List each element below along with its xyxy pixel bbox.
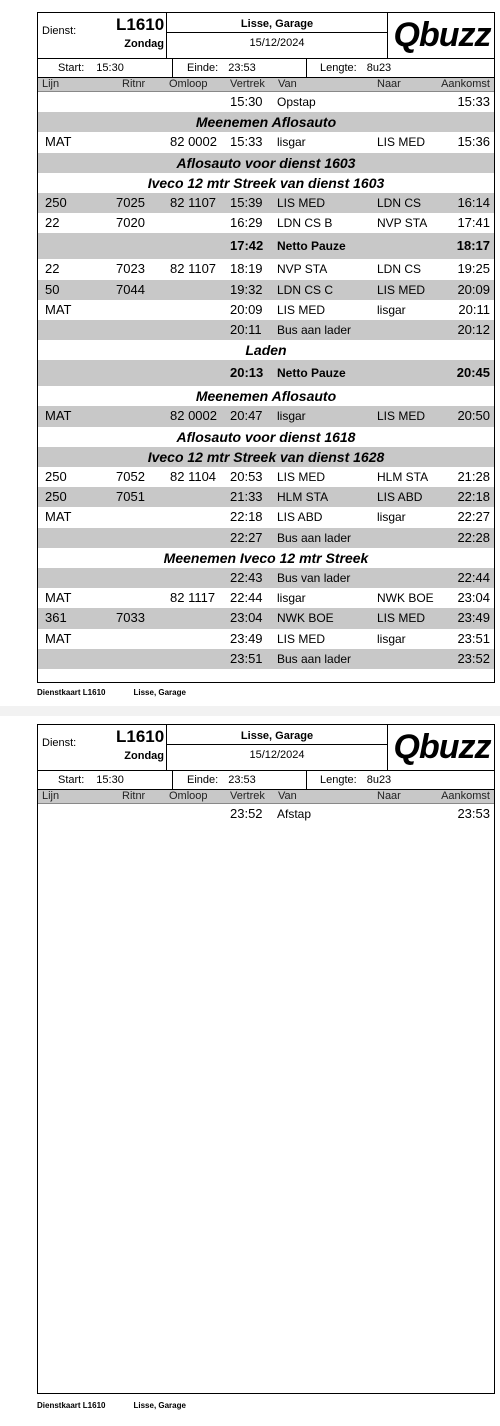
col-aankomst: Aankomst bbox=[441, 790, 490, 802]
col-vertrek: Vertrek bbox=[230, 78, 265, 90]
cell-van: Afstap bbox=[277, 807, 312, 821]
cell-vertrek: 19:32 bbox=[230, 281, 263, 297]
length: Lengte: 8u23 bbox=[320, 62, 392, 74]
cell-naar: NWK BOE bbox=[377, 591, 434, 606]
cell-aankomst: 21:28 bbox=[457, 469, 490, 484]
cell-van: lisgar bbox=[277, 135, 306, 150]
divider bbox=[306, 59, 307, 77]
divider bbox=[172, 59, 173, 77]
cell-lijn: 250 bbox=[45, 194, 67, 210]
cell-van: NVP STA bbox=[277, 262, 328, 277]
cell-aankomst: 22:27 bbox=[457, 509, 490, 525]
start-time: Start: 15:30 bbox=[58, 774, 124, 786]
section-heading-text: Meenemen Aflosauto bbox=[195, 114, 337, 131]
divider bbox=[172, 771, 173, 789]
date: 15/12/2024 bbox=[249, 37, 305, 49]
trip-row bbox=[38, 320, 494, 340]
column-headers bbox=[38, 78, 494, 92]
cell-aankomst: 22:44 bbox=[457, 569, 490, 585]
cell-naar: LDN CS bbox=[377, 195, 422, 210]
cell-aankomst: 15:36 bbox=[457, 134, 490, 150]
cell-naar: LIS MED bbox=[377, 282, 426, 297]
section-heading bbox=[38, 427, 494, 447]
cell-vertrek: 22:18 bbox=[230, 509, 263, 525]
pause-label: Netto Pauze bbox=[277, 239, 346, 254]
dienst-number: L1610 bbox=[116, 15, 165, 34]
dienst-label: Dienst: bbox=[42, 25, 77, 37]
end-time: Einde: 23:53 bbox=[187, 774, 256, 786]
section-heading-text: Iveco 12 mtr Streek van dienst 1628 bbox=[147, 448, 385, 465]
pause-label: Netto Pauze bbox=[277, 366, 346, 381]
cell-ritnr: 7052 bbox=[116, 469, 145, 484]
trip-row bbox=[38, 568, 494, 588]
cell-ritnr: 7023 bbox=[116, 261, 145, 277]
section-heading bbox=[38, 112, 494, 132]
trip-row bbox=[38, 629, 494, 649]
cell-ritnr: 7025 bbox=[116, 194, 145, 210]
cell-naar: LIS ABD bbox=[377, 490, 423, 505]
pause-row bbox=[38, 233, 494, 259]
cell-van: HLM STA bbox=[277, 490, 329, 505]
trip-row bbox=[38, 487, 494, 507]
col-naar: Naar bbox=[377, 78, 401, 90]
length: Lengte: 8u23 bbox=[320, 774, 392, 786]
cell-aankomst: 15:33 bbox=[457, 94, 490, 109]
cell-van: Bus aan lader bbox=[277, 322, 352, 337]
trip-row bbox=[38, 588, 494, 608]
qbuzz-logo: Qbuzz bbox=[393, 728, 491, 766]
times-bar bbox=[38, 771, 494, 790]
divider bbox=[306, 771, 307, 789]
cell-aankomst: 22:18 bbox=[457, 489, 490, 505]
cell-lijn: MAT bbox=[45, 630, 72, 646]
cell-vertrek: 20:47 bbox=[230, 408, 263, 424]
cell-lijn: MAT bbox=[45, 509, 72, 525]
times-bar bbox=[38, 59, 494, 78]
trip-row bbox=[38, 300, 494, 320]
dienst-number: L1610 bbox=[116, 727, 165, 746]
cell-vertrek: 22:27 bbox=[230, 529, 263, 545]
cell-vertrek: 16:29 bbox=[230, 215, 263, 231]
footer: Dienstkaart L1610 Lisse, Garage bbox=[37, 688, 186, 697]
cell-naar: LIS MED bbox=[377, 611, 426, 626]
trip-row bbox=[38, 92, 494, 112]
page-gap bbox=[0, 706, 500, 716]
trip-list bbox=[38, 804, 494, 824]
footer: Dienstkaart L1610 Lisse, Garage bbox=[37, 1401, 186, 1410]
cell-aankomst: 20:09 bbox=[457, 281, 490, 297]
pause-end: 18:17 bbox=[456, 238, 490, 254]
cell-van: LIS MED bbox=[277, 195, 326, 210]
service-card bbox=[37, 12, 495, 683]
cell-naar: HLM STA bbox=[377, 470, 429, 484]
cell-van: LDN CS C bbox=[277, 282, 334, 297]
cell-lijn: 250 bbox=[45, 469, 67, 484]
page-1 bbox=[0, 0, 500, 706]
cell-aankomst: 20:12 bbox=[457, 321, 490, 337]
end-time: Einde: 23:53 bbox=[187, 62, 256, 74]
cell-vertrek: 20:53 bbox=[230, 469, 263, 484]
service-card bbox=[37, 724, 495, 1394]
section-heading bbox=[38, 153, 494, 173]
cell-van: Bus aan lader bbox=[277, 530, 352, 545]
dienst-label: Dienst: bbox=[42, 737, 77, 749]
cell-ritnr: 7051 bbox=[116, 489, 145, 505]
col-omloop: Omloop bbox=[169, 78, 208, 90]
col-omloop: Omloop bbox=[169, 790, 208, 802]
section-heading-text: Meenemen Aflosauto bbox=[195, 388, 337, 405]
cell-vertrek: 15:39 bbox=[230, 194, 263, 210]
cell-aankomst: 23:52 bbox=[457, 650, 490, 666]
cell-naar: lisgar bbox=[377, 302, 406, 317]
location-date-box bbox=[166, 725, 388, 771]
trip-row bbox=[38, 259, 494, 279]
cell-vertrek: 20:11 bbox=[230, 321, 262, 337]
start-time: Start: 15:30 bbox=[58, 62, 124, 74]
cell-van: Bus van lader bbox=[277, 570, 351, 585]
card-header bbox=[38, 725, 494, 771]
cell-aankomst: 17:41 bbox=[457, 215, 490, 231]
cell-aankomst: 20:11 bbox=[458, 301, 490, 317]
cell-omloop: 82 0002 bbox=[170, 134, 217, 150]
cell-omloop: 82 1104 bbox=[170, 469, 217, 484]
cell-vertrek: 23:49 bbox=[230, 630, 263, 646]
col-ritnr: Ritnr bbox=[122, 78, 146, 90]
cell-omloop: 82 0002 bbox=[170, 408, 217, 424]
cell-aankomst: 16:14 bbox=[457, 194, 490, 210]
location: Lisse, Garage bbox=[167, 16, 387, 33]
cell-omloop: 82 1107 bbox=[170, 261, 217, 277]
cell-aankomst: 22:28 bbox=[457, 529, 490, 545]
trip-row bbox=[38, 507, 494, 527]
cell-naar: LIS MED bbox=[377, 409, 426, 424]
cell-aankomst: 23:04 bbox=[457, 590, 490, 606]
cell-aankomst: 20:50 bbox=[457, 408, 490, 424]
cell-lijn: 22 bbox=[45, 215, 60, 231]
cell-van: LIS MED bbox=[277, 631, 326, 646]
section-heading bbox=[38, 548, 494, 568]
col-van: Van bbox=[278, 790, 297, 802]
trip-row bbox=[38, 608, 494, 628]
col-lijn: Lijn bbox=[42, 790, 60, 802]
cell-aankomst: 23:51 bbox=[457, 630, 490, 646]
cell-van: LIS MED bbox=[277, 470, 326, 484]
col-lijn: Lijn bbox=[42, 78, 60, 90]
page-2 bbox=[0, 716, 500, 1426]
cell-vertrek: 18:19 bbox=[230, 261, 263, 277]
section-heading bbox=[38, 386, 494, 406]
cell-vertrek: 23:52 bbox=[230, 806, 263, 821]
cell-van: LIS MED bbox=[277, 302, 326, 317]
section-heading-text: Iveco 12 mtr Streek van dienst 1603 bbox=[147, 174, 385, 191]
pause-row bbox=[38, 360, 494, 386]
date: 15/12/2024 bbox=[249, 749, 305, 761]
pause-start: 17:42 bbox=[230, 238, 264, 254]
cell-van: lisgar bbox=[277, 409, 306, 424]
cell-van: lisgar bbox=[277, 591, 306, 606]
cell-lijn: MAT bbox=[45, 134, 72, 150]
cell-naar: lisgar bbox=[377, 631, 406, 646]
section-heading-text: Laden bbox=[245, 342, 287, 359]
cell-lijn: MAT bbox=[45, 590, 72, 606]
cell-van: NWK BOE bbox=[277, 611, 334, 626]
col-ritnr: Ritnr bbox=[122, 790, 146, 802]
cell-aankomst: 23:49 bbox=[457, 610, 490, 626]
card-header bbox=[38, 13, 494, 59]
location-date-box bbox=[166, 13, 388, 59]
pause-start: 20:13 bbox=[230, 365, 264, 381]
column-headers bbox=[38, 790, 494, 804]
col-naar: Naar bbox=[377, 790, 401, 802]
cell-lijn: 361 bbox=[45, 610, 67, 626]
cell-lijn: MAT bbox=[45, 408, 72, 424]
trip-row bbox=[38, 467, 494, 487]
pause-end: 20:45 bbox=[456, 365, 490, 381]
trip-list bbox=[38, 92, 494, 669]
cell-vertrek: 21:33 bbox=[230, 489, 263, 505]
cell-naar: lisgar bbox=[377, 510, 406, 525]
trip-row bbox=[38, 406, 494, 426]
section-heading bbox=[38, 340, 494, 360]
trip-row bbox=[38, 649, 494, 669]
section-heading-text: Meenemen Iveco 12 mtr Streek bbox=[163, 549, 369, 566]
cell-omloop: 82 1107 bbox=[170, 194, 217, 210]
cell-naar: NVP STA bbox=[377, 216, 428, 231]
cell-van: LDN CS B bbox=[277, 216, 333, 231]
section-heading bbox=[38, 173, 494, 193]
cell-vertrek: 23:04 bbox=[230, 610, 263, 626]
section-heading-text: Aflosauto voor dienst 1618 bbox=[176, 428, 356, 445]
cell-lijn: MAT bbox=[45, 301, 72, 317]
cell-aankomst: 19:25 bbox=[457, 261, 490, 277]
trip-row bbox=[38, 528, 494, 548]
col-vertrek: Vertrek bbox=[230, 790, 265, 802]
cell-aankomst: 23:53 bbox=[457, 806, 490, 821]
col-aankomst: Aankomst bbox=[441, 78, 490, 90]
cell-lijn: 22 bbox=[45, 261, 60, 277]
cell-vertrek: 15:30 bbox=[230, 94, 263, 109]
day-label: Zondag bbox=[124, 750, 164, 762]
trip-row bbox=[38, 213, 494, 233]
trip-row bbox=[38, 804, 494, 824]
section-heading-text: Aflosauto voor dienst 1603 bbox=[176, 154, 356, 171]
section-heading bbox=[38, 447, 494, 467]
cell-ritnr: 7033 bbox=[116, 610, 145, 626]
day-label: Zondag bbox=[124, 38, 164, 50]
col-van: Van bbox=[278, 78, 297, 90]
cell-vertrek: 22:43 bbox=[230, 569, 263, 585]
cell-van: Opstap bbox=[277, 95, 316, 109]
cell-vertrek: 22:44 bbox=[230, 590, 263, 606]
cell-lijn: 250 bbox=[45, 489, 67, 505]
cell-lijn: 50 bbox=[45, 281, 60, 297]
qbuzz-logo: Qbuzz bbox=[393, 16, 491, 54]
cell-vertrek: 15:33 bbox=[230, 134, 263, 150]
trip-row bbox=[38, 280, 494, 300]
cell-naar: LIS MED bbox=[377, 135, 426, 150]
trip-row bbox=[38, 132, 494, 152]
cell-van: LIS ABD bbox=[277, 510, 323, 525]
cell-ritnr: 7044 bbox=[116, 281, 145, 297]
cell-vertrek: 23:51 bbox=[230, 650, 263, 666]
cell-vertrek: 20:09 bbox=[230, 301, 263, 317]
cell-van: Bus aan lader bbox=[277, 651, 352, 666]
trip-row bbox=[38, 193, 494, 213]
cell-naar: LDN CS bbox=[377, 262, 422, 277]
cell-omloop: 82 1117 bbox=[170, 590, 216, 606]
location: Lisse, Garage bbox=[167, 728, 387, 745]
cell-ritnr: 7020 bbox=[116, 215, 145, 231]
